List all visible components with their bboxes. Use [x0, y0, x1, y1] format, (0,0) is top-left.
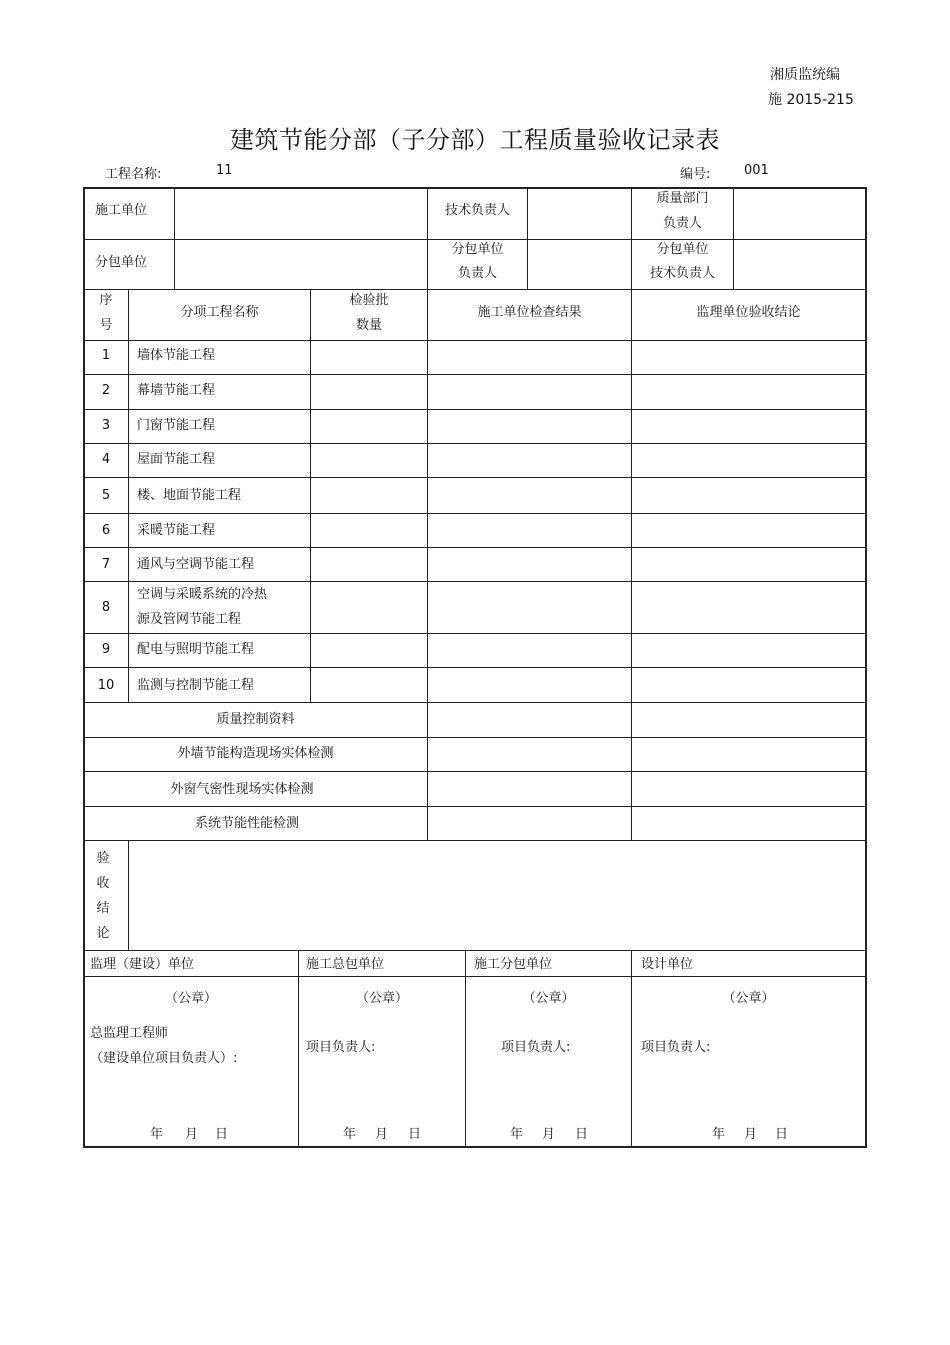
- row-name: 配电与照明节能工程: [137, 642, 255, 657]
- project-lead-label: 项目负责人:: [501, 1040, 571, 1055]
- sig-header-general-contractor: 施工总包单位: [306, 957, 385, 972]
- date-year: 年: [510, 1127, 524, 1142]
- conclusion-char: 结: [96, 901, 110, 916]
- quality-dept-label-2: 负责人: [662, 216, 702, 231]
- col-batch-2: 数量: [355, 318, 382, 333]
- row-name-line1: 空调与采暖系统的冷热: [137, 587, 268, 602]
- sub-tech-label-2: 技术负责人: [649, 266, 715, 281]
- quality-dept-label-1: 质量部门: [656, 191, 709, 206]
- extra-row-label: 系统节能性能检测: [194, 816, 299, 831]
- col-seq-1: 序: [99, 293, 113, 308]
- date-month: 月: [542, 1127, 556, 1142]
- row-no: 3: [101, 418, 111, 433]
- col-accept-conclusion: 监理单位验收结论: [696, 305, 801, 320]
- sig-header-design: 设计单位: [641, 957, 694, 972]
- project-lead-label: 项目负责人:: [306, 1040, 376, 1055]
- form-code-line1: 湘质监统编: [770, 67, 840, 83]
- sub-tech-label-1: 分包单位: [656, 242, 709, 257]
- row-name: 屋面节能工程: [137, 452, 216, 467]
- row-no: 4: [101, 452, 111, 467]
- conclusion-char: 收: [96, 876, 110, 891]
- project-name-value: 11: [216, 163, 233, 178]
- conclusion-char: 论: [96, 926, 110, 941]
- row-name: 通风与空调节能工程: [137, 557, 255, 572]
- row-no: 1: [101, 348, 111, 363]
- date-year: 年: [343, 1127, 357, 1142]
- seal-text: （公章）: [522, 991, 575, 1006]
- date-day: 日: [408, 1127, 422, 1142]
- row-no: 5: [101, 488, 111, 503]
- date-year: 年: [712, 1127, 726, 1142]
- row-name: 门窗节能工程: [137, 418, 216, 433]
- row-name: 监测与控制节能工程: [137, 678, 255, 693]
- extra-row-label: 质量控制资料: [216, 712, 295, 727]
- row-no: 2: [101, 383, 111, 398]
- date-day: 日: [575, 1127, 589, 1142]
- project-lead-label: 项目负责人:: [641, 1040, 711, 1055]
- row-no: 8: [101, 600, 111, 615]
- col-item-name: 分项工程名称: [180, 305, 259, 320]
- date-month: 月: [185, 1127, 199, 1142]
- row-name-line2: 源及管网节能工程: [137, 612, 242, 627]
- number-label: 编号:: [680, 167, 711, 182]
- form-code-line2: 施 2015-215: [768, 92, 854, 108]
- sig-header-supervision: 监理（建设）单位: [90, 957, 195, 972]
- sub-lead-label-2: 负责人: [457, 266, 497, 281]
- seal-text: （公章）: [722, 991, 775, 1006]
- date-day: 日: [775, 1127, 789, 1142]
- date-month: 月: [375, 1127, 389, 1142]
- sub-unit-label: 分包单位: [95, 255, 148, 270]
- sig-header-sub-contractor: 施工分包单位: [474, 957, 553, 972]
- extra-row-label: 外墙节能构造现场实体检测: [177, 746, 334, 761]
- page-title: 建筑节能分部（子分部）工程质量验收记录表: [230, 126, 720, 154]
- row-name: 采暖节能工程: [137, 523, 216, 538]
- tech-lead-label: 技术负责人: [444, 203, 510, 218]
- col-batch-1: 检验批: [349, 293, 389, 308]
- extra-row-label: 外窗气密性现场实体检测: [170, 782, 314, 797]
- col-check-result: 施工单位检查结果: [477, 305, 582, 320]
- conclusion-char: 验: [96, 851, 110, 866]
- seal-text: （公章）: [355, 991, 408, 1006]
- sub-lead-label-1: 分包单位: [451, 242, 504, 257]
- project-name-label: 工程名称:: [105, 167, 162, 182]
- row-no: 10: [97, 678, 115, 693]
- row-no: 9: [101, 642, 111, 657]
- row-name: 幕墙节能工程: [137, 383, 216, 398]
- chief-supervisor-sub-label: （建设单位项目负责人）:: [90, 1051, 238, 1066]
- chief-supervisor-label: 总监理工程师: [90, 1026, 169, 1041]
- col-seq-2: 号: [99, 318, 113, 333]
- row-no: 7: [101, 557, 111, 572]
- date-year: 年: [150, 1127, 164, 1142]
- date-month: 月: [744, 1127, 758, 1142]
- row-no: 6: [101, 523, 111, 538]
- row-name: 楼、地面节能工程: [137, 488, 242, 503]
- seal-text: （公章）: [164, 991, 217, 1006]
- number-value: 001: [744, 163, 769, 178]
- construction-unit-label: 施工单位: [95, 203, 148, 218]
- date-day: 日: [215, 1127, 229, 1142]
- row-name: 墙体节能工程: [137, 348, 216, 363]
